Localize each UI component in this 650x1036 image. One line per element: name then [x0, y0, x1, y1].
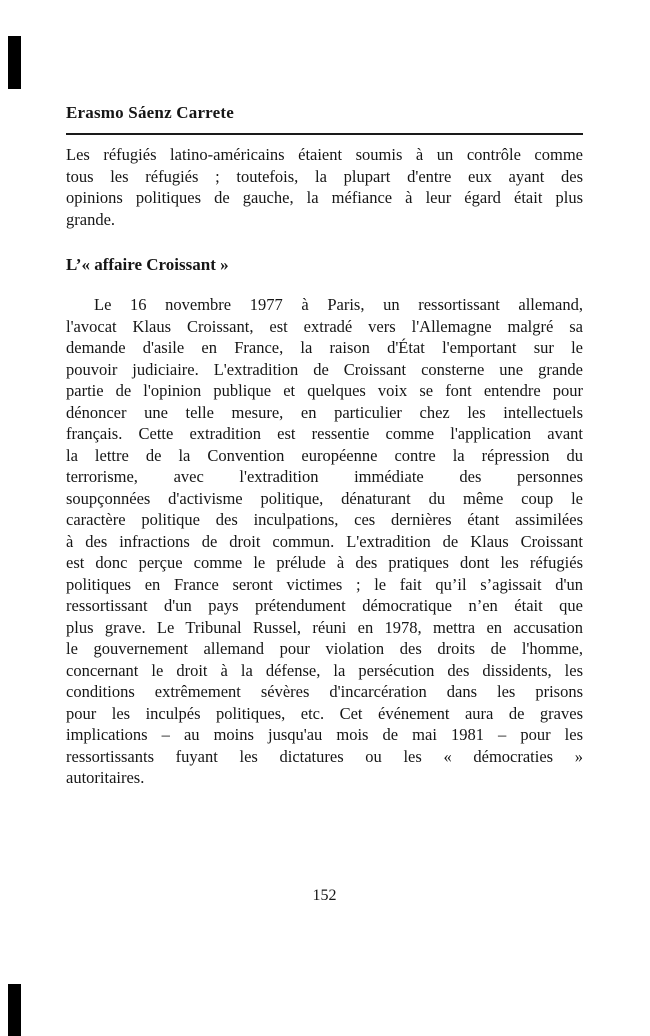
text-line: partie de l'opinion publique et quelques voix se font entendre pour: [66, 381, 583, 400]
scan-artifact-bar-top: [8, 36, 21, 89]
text-line: ressortissants fuyant les dictatures ou les « démocraties »: [66, 746, 583, 766]
text-line: pouvoir judiciaire. L'extradition de Croissant consterne une grande: [66, 359, 583, 379]
scan-artifact-bar-bottom: [8, 984, 21, 1036]
intro-paragraph: [66, 144, 583, 230]
text-line: opinions politiques de gauche, la méfiance à leur égard était plus: [66, 188, 583, 207]
text-line: à des infractions de droit commun. L'extradition de Klaus Croissant: [66, 531, 583, 551]
page-number: 152: [312, 887, 337, 904]
header-rule: [66, 133, 583, 135]
text-line: tous les réfugiés ; toutefois, la plupart d'entre eux ayant des: [66, 166, 583, 186]
text-line: français. Cette extradition est ressentie comme l'application avant: [66, 424, 583, 443]
text-line: terrorisme, avec l'extradition immédiate des personnes: [66, 467, 583, 486]
text-line: Le 16 novembre 1977 à Paris, un ressortissant allemand,: [94, 295, 583, 314]
section-heading: L’« affaire Croissant »: [66, 255, 229, 274]
text-line: politiques en France seront victimes ; le fait qu’il s’agissait d'un: [66, 574, 583, 594]
text-line: le gouvernement allemand pour violation des droits de l'homme,: [66, 639, 583, 658]
text-line: l'avocat Klaus Croissant, est extradé vers l'Allemagne malgré sa: [66, 316, 583, 336]
text-line: la lettre de la Convention européenne contre la répression du: [66, 445, 583, 465]
text-line: ressortissant d'un pays prétendument démocratique n’en était que: [66, 596, 583, 615]
text-line: autoritaires.: [66, 768, 145, 787]
text-line: implications – au moins jusqu'au mois de mai 1981 – pour les: [66, 725, 583, 744]
text-line: concernant le droit à la défense, la persécution des dissidents, les: [66, 660, 583, 680]
text-line: soupçonnées d'activisme politique, dénaturant du même coup le: [66, 488, 583, 508]
text-line: grande.: [66, 209, 116, 229]
text-line: Les réfugiés latino-américains étaient soumis à un contrôle comme: [66, 145, 583, 164]
body-paragraph: [66, 294, 583, 789]
text-line: plus grave. Le Tribunal Russel, réuni en 1978, mettra en accusation: [66, 617, 583, 637]
text-line: demande d'asile en France, la raison d'État l'emportant sur le: [66, 338, 583, 357]
text-line: caractère politique des inculpations, ces dernières étant assimilées: [66, 510, 583, 529]
text-line: pour les inculpés politiques, etc. Cet événement aura de graves: [66, 703, 583, 723]
text-line: conditions extrêmement sévères d'incarcération dans les prisons: [66, 682, 583, 701]
author-header: Erasmo Sáenz Carrete: [66, 103, 234, 122]
text-line: est donc perçue comme le prélude à des pratiques dont les réfugiés: [66, 553, 583, 572]
text-line: dénoncer une telle mesure, en particulier chez les intellectuels: [66, 402, 583, 422]
